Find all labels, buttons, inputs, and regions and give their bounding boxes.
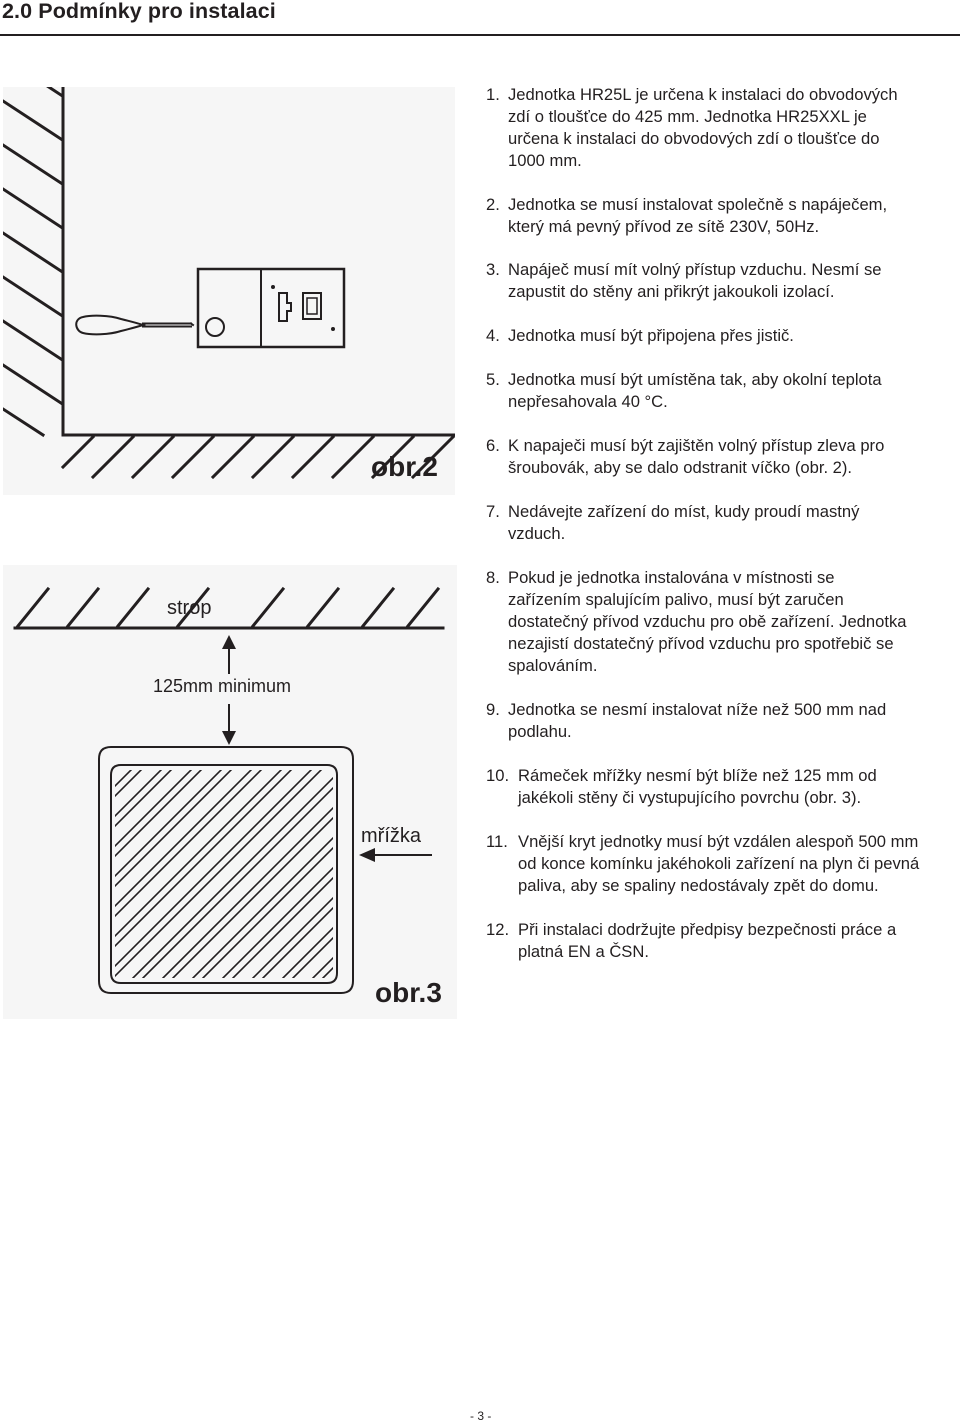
figure-2-caption: obr.2 — [371, 451, 438, 482]
fuse-holder — [279, 293, 291, 321]
item-text-line: Napáječ musí mít volný přístup vzduchu. Nesmí se — [508, 260, 882, 279]
item-text-line: určena k instalaci do obvodových zdí o tloušťce do — [508, 129, 880, 148]
item-text-line: nezajistí dostatečný přívod vzduchu pro spotřebič se — [508, 634, 894, 653]
item-text-line: K napaječi musí být zajištěn volný přístup zleva pro — [508, 436, 885, 455]
grille-label: mřížka — [361, 825, 421, 847]
item-text-line: Při instalaci dodržujte předpisy bezpečnosti práce a — [518, 920, 897, 939]
screwdriver — [76, 316, 193, 335]
item-text-line: Jednotka musí být umístěna tak, aby okolní teplota — [508, 370, 882, 389]
ceiling-label: strop — [167, 597, 212, 619]
list-item — [486, 919, 896, 963]
figure-3-drawing — [3, 565, 457, 1019]
upper-arrowhead — [222, 635, 236, 649]
list-item — [486, 259, 882, 303]
list-item — [486, 765, 877, 809]
item-text-line: který má pevný přívod ze sítě 230V, 50Hz. — [508, 217, 820, 236]
item-text-line: spalováním. — [508, 656, 598, 675]
item-text-line: Jednotka se musí instalovat společně s napáječem, — [508, 195, 888, 214]
figure-3-caption: obr.3 — [375, 977, 442, 1008]
item-number: 3. — [486, 260, 500, 279]
list-item — [486, 699, 886, 743]
list-item — [486, 369, 882, 413]
item-text-line: zařízením spalujícím palivo, musí být zaručen — [508, 590, 844, 609]
list-item — [486, 831, 919, 897]
grille-louvres — [3, 758, 457, 978]
list-item — [486, 435, 884, 479]
item-text-line: Nedávejte zařízení do míst, kudy proudí mastný — [508, 502, 860, 521]
item-number: 2. — [486, 195, 500, 214]
list-item — [486, 194, 887, 238]
ceiling-hatching — [18, 589, 438, 626]
page-number: - 3 - — [470, 1409, 492, 1423]
item-number: 12. — [486, 920, 510, 939]
grille-pointer-arrowhead — [359, 848, 375, 862]
distance-label: 125mm minimum — [153, 676, 292, 696]
item-number: 5. — [486, 370, 500, 389]
item-text-line: Pokud je jednotka instalována v místnosti se — [508, 568, 835, 587]
item-number: 7. — [486, 502, 500, 521]
item-number: 1. — [486, 85, 500, 104]
item-text-line: Vnější kryt jednotky musí být vzdálen alespoň 500 mm — [518, 832, 919, 851]
item-text-line: zdí o tloušťce do 425 mm. Jednotka HR25XXL je — [508, 107, 867, 126]
list-item — [486, 567, 907, 677]
item-text-line: dostatečný přívod vzduchu pro obě zařízení. Jednotka — [508, 612, 907, 631]
item-text-line: šroubovák, aby se dalo odstranit víčko (obr. 2). — [508, 458, 853, 477]
list-item — [486, 501, 859, 545]
item-text-line: vzduch. — [508, 524, 566, 543]
list-item — [486, 325, 794, 347]
figure-2-drawing — [3, 87, 455, 495]
screw-circle — [206, 318, 224, 336]
item-text-line: Rámeček mřížky nesmí být blíže než 125 mm od — [518, 766, 877, 785]
lower-arrowhead — [222, 731, 236, 745]
item-number: 6. — [486, 436, 500, 455]
switch-rocker — [303, 293, 321, 319]
item-number: 9. — [486, 700, 500, 719]
item-number: 4. — [486, 326, 500, 345]
wall-hatching — [3, 87, 61, 435]
item-text-line: Jednotka musí být připojena přes jistič. — [508, 326, 794, 345]
list-item — [486, 84, 898, 172]
item-number: 10. — [486, 766, 510, 785]
item-text-line: zapustit do stěny ani přikrýt jakoukoli izolací. — [508, 282, 835, 301]
item-number: 8. — [486, 568, 500, 587]
item-text-line: nepřesahovala 40 °C. — [508, 392, 668, 411]
item-text-line: paliva, aby se spaliny nedostávaly zpět do domu. — [518, 876, 879, 895]
heading-rule — [0, 34, 960, 36]
figure-3 — [3, 565, 457, 1019]
item-text-line: od konce komínku jakéhokoli zařízení na plyn či pevná — [518, 854, 920, 873]
item-text-line: jakékoli stěny či vystupujícího povrchu (obr. 3). — [518, 788, 862, 807]
item-text-line: podlahu. — [508, 722, 572, 741]
item-text-line: 1000 mm. — [508, 151, 582, 170]
item-text-line: Jednotka se nesmí instalovat níže než 500 mm nad — [508, 700, 887, 719]
figure-2 — [3, 87, 455, 495]
item-text-line: platná EN a ČSN. — [518, 942, 649, 961]
item-text-line: Jednotka HR25L je určena k instalaci do obvodových — [508, 85, 898, 104]
item-number: 11. — [486, 832, 508, 851]
page-title: 2.0 Podmínky pro instalaci — [2, 0, 276, 23]
